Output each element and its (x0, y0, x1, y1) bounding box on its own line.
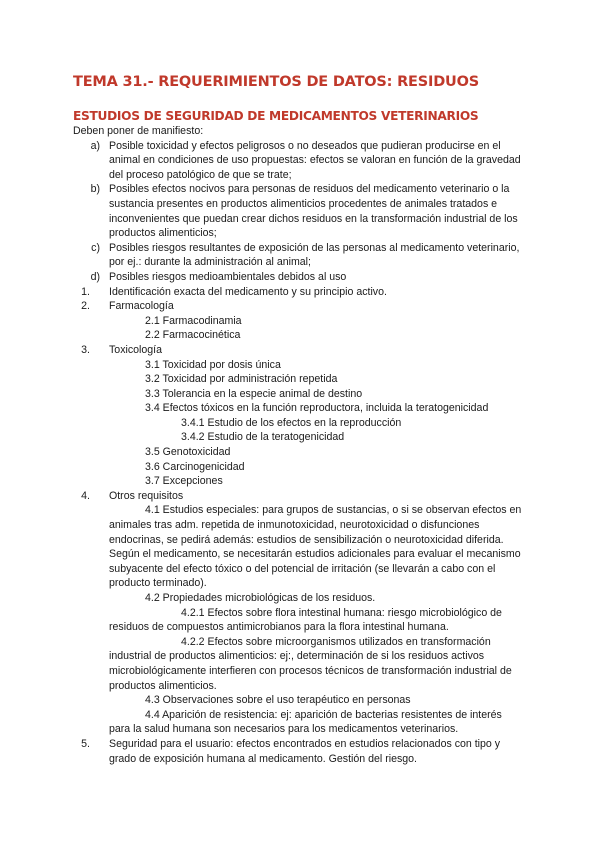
list-marker: d) (90, 270, 100, 283)
list-item-c (0, 241, 524, 270)
subitem-4-4: 4.4 Aparición de resistencia: ej: aparición de bacterias resistentes de interés para la salud humana son necesarios para los medicamentos veterinarios. (109, 708, 502, 736)
list-item-text: Identificación exacta del medicamento y su principio activo. (109, 285, 387, 298)
list-marker: 3. (81, 343, 90, 356)
list-item-text: Seguridad para el usuario: efectos encontrados en estudios relacionados con tipo y grado de exposición humana al medicamento. Gestión del riesgo. (109, 737, 501, 765)
list-item-text: Posibles riesgos resultantes de exposición de las personas al medicamento veterinario, por ej.: durante la administración al animal; (109, 241, 520, 269)
list-item-text: Posibles riesgos medioambientales debidos al uso (109, 270, 347, 283)
list-marker: 1. (81, 285, 90, 298)
subitem-3-7: 3.7 Excepciones (145, 475, 223, 488)
subitem-4-2-2: 4.2.2 Efectos sobre microorganismos utilizados en transformación industrial de productos alimenticios: ej:, determinación de si los residuos activos microbiológicamente interfieren con procesos técnicos de transformación industrial de productos alimenticios. (109, 635, 512, 692)
list-item-4 (0, 489, 524, 504)
subitem-3-3: 3.3 Tolerancia en la especie animal de destino (145, 387, 363, 400)
list-item-text: Otros requisitos (109, 489, 184, 502)
list-item-text: Farmacología (109, 300, 174, 313)
list-item-2 (0, 299, 524, 314)
list-marker: b) (90, 183, 100, 196)
list-marker: c) (91, 241, 100, 254)
list-marker: 2. (81, 300, 90, 313)
page-title: TEMA 31.- REQUERIMIENTOS DE DATOS: RESIDUOS (73, 74, 479, 90)
list-item-1 (0, 285, 524, 300)
subitem-3-1: 3.1 Toxicidad por dosis única (145, 358, 281, 371)
document-body (0, 124, 600, 766)
intro-text: Deben poner de manifiesto: (73, 125, 204, 137)
subitem-4-3: 4.3 Observaciones sobre el uso terapéutico en personas (145, 694, 411, 707)
subitem-2-1: 2.1 Farmacodinamia (145, 314, 242, 327)
section-heading: ESTUDIOS DE SEGURIDAD DE MEDICAMENTOS VETERINARIOS (73, 109, 479, 123)
subitem-4-2: 4.2 Propiedades microbiológicas de los residuos. (145, 592, 376, 604)
subitem-3-4-1: 3.4.1 Estudio de los efectos en la reproducción (181, 416, 402, 429)
subitem-2-2: 2.2 Farmacocinética (145, 329, 241, 342)
subitem-4-2-1: 4.2.1 Efectos sobre flora intestinal humana: riesgo microbiológico de residuos de compuestos antimicrobianos para la flora intestinal humana. (109, 606, 502, 634)
list-item-text: Posibles efectos nocivos para personas de residuos del medicamento veterinario o la sustancia presentes en productos alimenticios procedentes de animales tratados e inconvenientes que puedan crear dichos residuos en la transformación industrial de los productos alimenticios; (109, 183, 518, 240)
list-marker: a) (90, 139, 100, 152)
subitem-4-1: 4.1 Estudios especiales: para grupos de sustancias, o si se observan efectos en animales tras adm. repetida de inmunotoxicidad, neurotoxicidad o disfunciones endocrinas, se pedirá además: estudios de sensibilización o neurotoxicidad diferida. Según el medicamento, se necesitarán estudios adicionales para evaluar el mecanismo subyacente del efecto tóxico o del potencial de irritación (se llevarán a cabo con el producto terminado). (109, 504, 522, 590)
subitem-3-5: 3.5 Genotoxicidad (145, 446, 231, 459)
subitem-3-6: 3.6 Carcinogenicidad (145, 460, 245, 473)
subitem-3-4: 3.4 Efectos tóxicos en la función reproductora, incluida la teratogenicidad (145, 402, 489, 415)
list-marker: 4. (81, 489, 90, 502)
list-item-3 (0, 343, 524, 358)
list-item-a (0, 139, 524, 183)
subitem-3-2: 3.2 Toxicidad por administración repetida (145, 373, 338, 386)
subitem-3-4-2: 3.4.2 Estudio de la teratogenicidad (181, 431, 345, 444)
list-marker: 5. (81, 737, 90, 750)
list-item-5 (0, 737, 524, 766)
list-item-text: Posible toxicidad y efectos peligrosos o no deseados que pudieran producirse en el animal en condiciones de uso propuestas: efectos se valoran en función de la gravedad del proceso patológico de que se trate; (109, 139, 521, 181)
list-item-text: Toxicología (109, 343, 162, 356)
list-item-b (0, 182, 524, 240)
list-item-d (0, 270, 524, 285)
